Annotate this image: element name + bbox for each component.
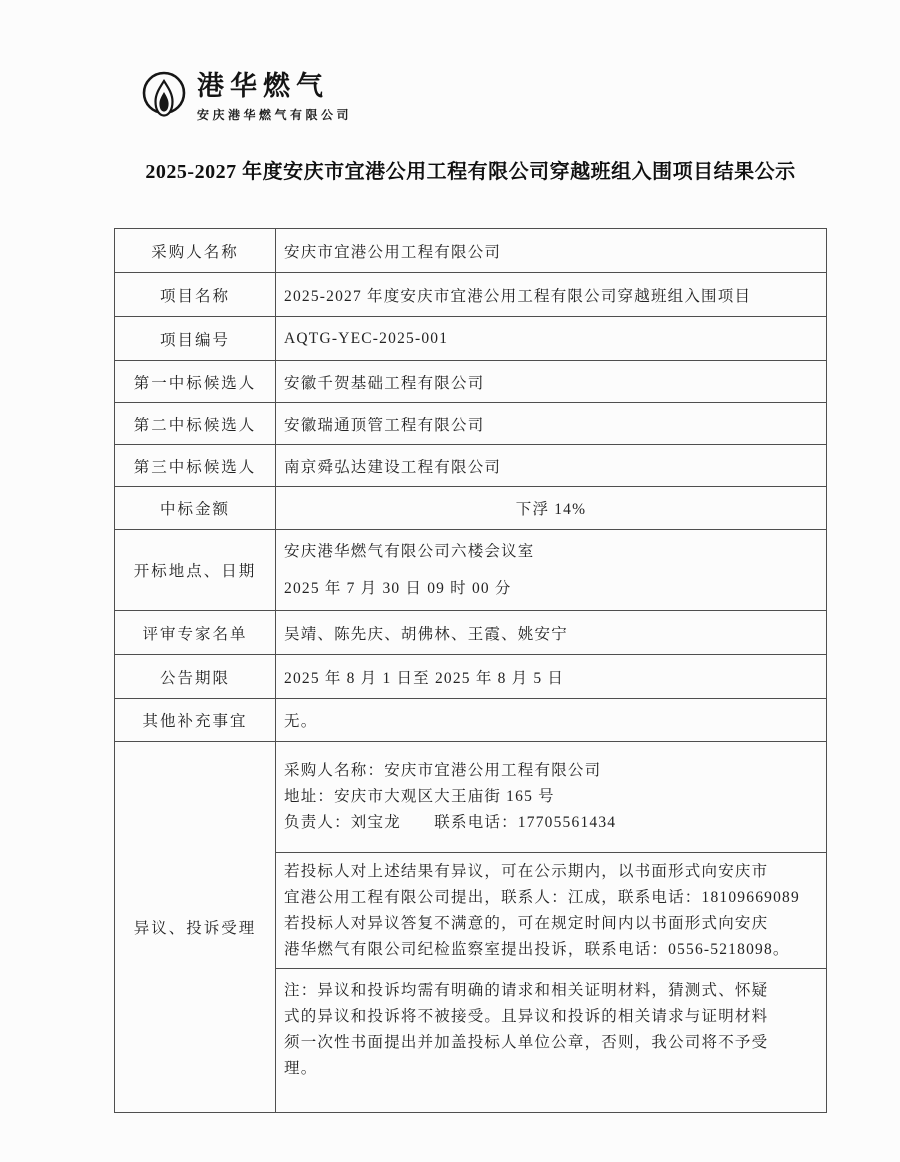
label-notice-period: 公告期限 [115, 655, 276, 699]
label-opening-place-date: 开标地点、日期 [115, 530, 276, 611]
label-project-name: 项目名称 [115, 273, 276, 317]
value-objection-contact [276, 742, 827, 853]
table-row-opening-place-date [115, 530, 827, 611]
value-third-candidate: 南京舜弘达建设工程有限公司 [276, 445, 827, 487]
label-third-candidate: 第三中标候选人 [115, 445, 276, 487]
table-row-bid-amount [115, 487, 827, 530]
value-project-name: 2025-2027 年度安庆市宜港公用工程有限公司穿越班组入围项目 [276, 273, 827, 317]
opening-date-line: 2025 年 7 月 30 日 09 时 00 分 [284, 580, 512, 597]
value-other-matters: 无。 [276, 699, 827, 742]
procedure-line-2: 宜港公用工程有限公司提出，联系人：江成，联系电话：18109669089 [284, 888, 800, 906]
value-second-candidate: 安徽瑞通顶管工程有限公司 [276, 403, 827, 445]
value-objection-procedure [276, 853, 827, 969]
note-line-1: 注：异议和投诉均需有明确的请求和相关证明材料，猜测式、怀疑 [284, 982, 769, 999]
value-bid-amount: 下浮 14% [276, 487, 827, 530]
note-line-4: 理。 [284, 1060, 318, 1077]
label-purchaser-name: 采购人名称 [115, 229, 276, 273]
value-notice-period: 2025 年 8 月 1 日至 2025 年 8 月 5 日 [276, 655, 827, 699]
table-row-project-name [115, 273, 827, 317]
label-other-matters: 其他补充事宜 [115, 699, 276, 742]
value-opening-place-date [276, 530, 827, 611]
label-project-number: 项目编号 [115, 317, 276, 361]
procedure-line-3: 若投标人对异议答复不满意的，可在规定时间内以书面形式向安庆 [284, 914, 769, 932]
logo-brand-text: 港华燃气 [197, 71, 329, 101]
notice-table [114, 228, 827, 1113]
table-row-other-matters [115, 699, 827, 742]
value-objection-note [276, 969, 827, 1113]
logo-text-block [197, 73, 352, 121]
contact-phone-line: 负责人：刘宝龙 联系电话：17705561434 [284, 814, 617, 831]
label-bid-amount: 中标金额 [115, 487, 276, 530]
company-logo [140, 70, 352, 122]
note-line-2: 式的异议和投诉将不被接受。且异议和投诉的相关请求与证明材料 [284, 1008, 769, 1025]
flame-in-circle-icon [140, 70, 188, 122]
table-row-first-candidate [115, 361, 827, 403]
contact-name-line: 采购人名称：安庆市宜港公用工程有限公司 [284, 762, 602, 779]
contact-address-line: 地址：安庆市大观区大王庙街 165 号 [284, 788, 555, 805]
opening-place-line: 安庆港华燃气有限公司六楼会议室 [284, 543, 535, 560]
table-row-objection-contact [115, 742, 827, 853]
table-row-expert-list [115, 611, 827, 655]
label-objection-handling: 异议、投诉受理 [115, 742, 276, 1113]
label-second-candidate: 第二中标候选人 [115, 403, 276, 445]
value-expert-list: 吴靖、陈先庆、胡佛林、王霞、姚安宁 [276, 611, 827, 655]
table-row-second-candidate [115, 403, 827, 445]
table-row-project-number [115, 317, 827, 361]
procedure-line-4: 港华燃气有限公司纪检监察室提出投诉，联系电话：0556-5218098。 [284, 940, 790, 958]
value-first-candidate: 安徽千贺基础工程有限公司 [276, 361, 827, 403]
label-expert-list: 评审专家名单 [115, 611, 276, 655]
procedure-line-1: 若投标人对上述结果有异议，可在公示期内，以书面形式向安庆市 [284, 862, 769, 880]
logo-company-text: 安庆港华燃气有限公司 [197, 108, 353, 122]
value-project-number: AQTG-YEC-2025-001 [276, 317, 827, 361]
table-row-purchaser [115, 229, 827, 273]
value-purchaser-name: 安庆市宜港公用工程有限公司 [276, 229, 827, 273]
table-row-notice-period [115, 655, 827, 699]
page-title: 2025-2027 年度安庆市宜港公用工程有限公司穿越班组入围项目结果公示 [145, 161, 796, 183]
label-first-candidate: 第一中标候选人 [115, 361, 276, 403]
note-line-3: 须一次性书面提出并加盖投标人单位公章，否则，我公司将不予受 [284, 1034, 769, 1051]
table-row-third-candidate [115, 445, 827, 487]
